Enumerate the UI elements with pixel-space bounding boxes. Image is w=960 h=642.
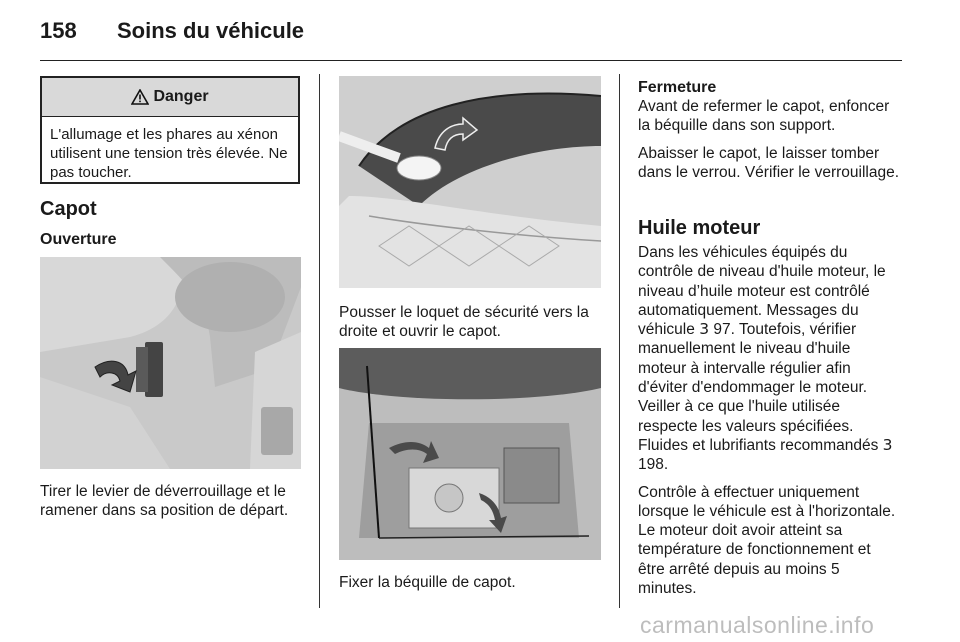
hood-prop-rod-illustration bbox=[339, 348, 601, 560]
watermark: carmanualsonline.info bbox=[640, 612, 875, 638]
section-title-huile-moteur: Huile moteur bbox=[638, 217, 761, 239]
page-reference[interactable]: 198 bbox=[638, 456, 664, 474]
caption-release-lever: Tirer le levier de déverrouillage et le ramener dans sa position de départ. bbox=[40, 483, 289, 520]
huile-moteur-text bbox=[638, 243, 900, 606]
oil-paragraph-2: Contrôle à effectuer uniquement lorsque le véhicule est à l'horizontale. Le moteur doit avoir atteint sa température de fonctionnement et être arrêté depuis au moins 5 minutes. bbox=[638, 483, 896, 598]
column-divider-right bbox=[619, 74, 620, 608]
caption-safety-latch: Pousser le loquet de sécurité vers la droite et ouvrir le capot. bbox=[339, 304, 589, 341]
page-title: Soins du véhicule bbox=[117, 18, 305, 43]
reference-arrow-icon: 3 bbox=[699, 320, 710, 339]
danger-header bbox=[42, 78, 298, 117]
fermeture-paragraph-2: Abaisser le capot, le laisser tomber dans le verrou. Vérifier le verrouillage. bbox=[638, 144, 900, 181]
fermeture-paragraph-1: Avant de refermer le capot, enfoncer la béquille dans son support. bbox=[638, 98, 890, 135]
fermeture-text bbox=[638, 97, 900, 190]
page-number: 158 bbox=[40, 18, 77, 43]
subsection-title-ouverture: Ouverture bbox=[40, 231, 117, 248]
hood-release-lever-illustration bbox=[40, 257, 301, 469]
page-reference[interactable]: 97 bbox=[713, 321, 731, 339]
subsection-title-fermeture: Fermeture bbox=[638, 79, 717, 96]
reference-arrow-icon: 3 bbox=[882, 435, 893, 454]
oil-paragraph-1: Dans les véhicules équipés du contrôle de niveau d'huile moteur, le niveau d’huile moteur est contrôlé automatiquement. Messages du véhicule 3 97. Toutefois, vérifier manuellement le niveau d'huile moteur à intervalle régulier afin d'éviter d'endommager le moteur. Veiller à ce que l'huile utilisée respecte les valeurs spécifiées. Fluides et lubrifiants recommandés 3 198. bbox=[638, 244, 893, 474]
danger-heading: Danger bbox=[153, 88, 209, 105]
header-divider bbox=[40, 60, 902, 61]
hood-safety-latch-illustration bbox=[339, 76, 601, 288]
caption-prop-rod: Fixer la béquille de capot. bbox=[339, 574, 516, 591]
danger-text: L'allumage et les phares au xénon utilisent une tension très élevée. Ne pas toucher. bbox=[50, 126, 288, 181]
danger-notice bbox=[40, 76, 300, 184]
column-divider-left bbox=[319, 74, 320, 608]
warning-triangle-icon bbox=[131, 89, 149, 105]
section-title-capot: Capot bbox=[40, 198, 97, 220]
